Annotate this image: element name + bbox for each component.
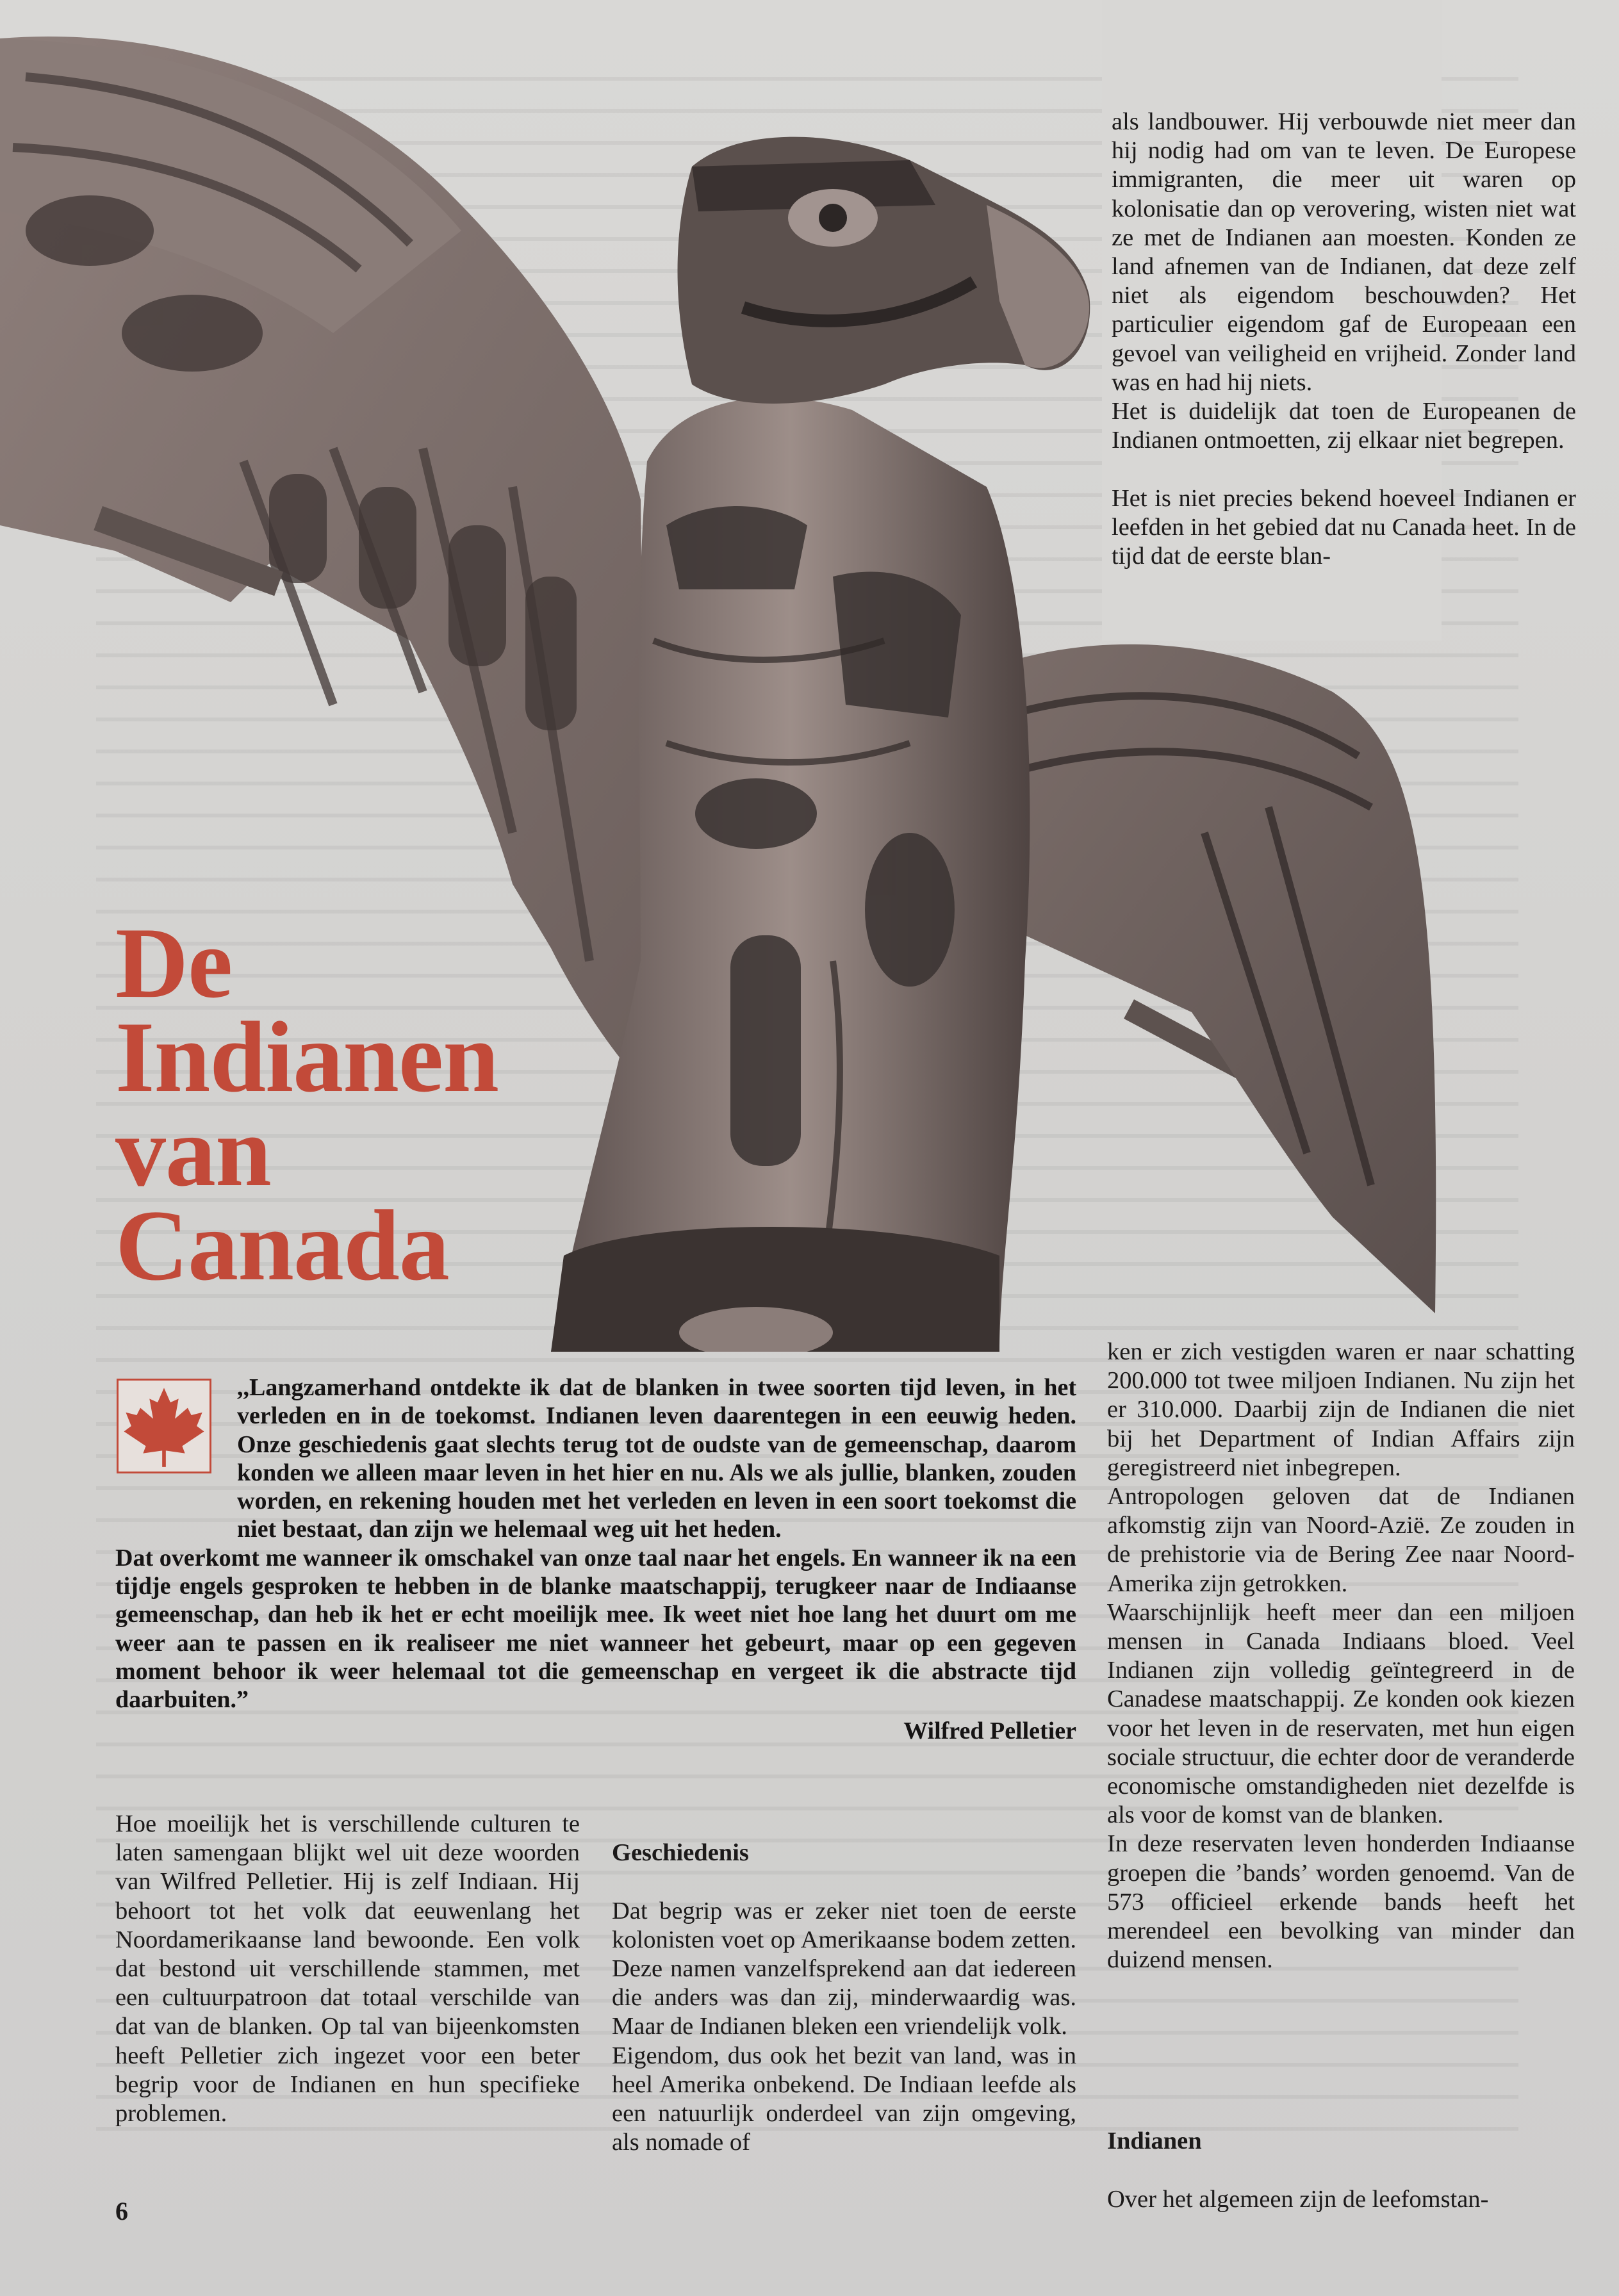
- quote-author: Wilfred Pelletier: [903, 1717, 1076, 1744]
- column-left: Hoe moeilijk het is verschillende culturen te laten samengaan blijkt wel uit deze woorden van Wilfred Pelletier. Hij is zelf Indiaan. Hij behoort tot het volk dat eeuwenlang het Noordamerikaanse land bewoonde. Een volk dat bestond uit verschillende stammen, met een cultuurpatroon dat totaal verschilde van dat van de blanken. Op tal van bijeenkomsten heeft Pelletier zich ingezet voor een beter begrip voor de Indianen en hun specifieke problemen.: [115, 1810, 580, 2128]
- pull-quote: [115, 1374, 1076, 1745]
- title-line-2: Indianen: [115, 1001, 499, 1113]
- quote-paragraph-1: ,,Langzamerhand ontdekte ik dat de blanken in twee soorten tijd leven, in het verleden en in de toekomst. Indianen leven daarentegen in een eeuwig heden. Onze geschiedenis gaat slechts terug tot de oudste van de gemeenschap, daarom konden we alleen maar leven in het hier en nu. Als we als jullie, blanken, zouden worden, en rekening houden met het verleden en leven in een soort toekomst die niet bestaat, dan zijn we helemaal weg uit het heden.: [237, 1374, 1076, 1543]
- page-number: 6: [115, 2197, 128, 2226]
- quote-paragraph-2: Dat overkomt me wanneer ik omschakel van onze taal naar het engels. En wanneer ik na een tijdje engels gesproken te hebben in de blanke maatschappij, terugkeer naar de Indiaanse gemeenschap, dan heb ik het er echt moeilijk mee. Ik weet niet hoe lang het duurt om me weer aan te passen en ik realiseer me niet wanneer het gebeurt, maar op een gegeven moment behoor ik weer helemaal tot die gemeenschap en vergeet ik die abstracte tijd daarbuiten.”: [115, 1544, 1076, 1714]
- column-middle: [612, 1810, 1076, 2186]
- column-right-last: [1107, 2098, 1575, 2243]
- column-middle-body: Dat begrip was er zeker niet toen de eerste kolonisten voet op Amerikaanse bodem zetten. Deze namen vanzelfsprekend aan dat iedereen die anders was dan zij, minderwaardig was. Maar de Indianen bleken een vriendelijk volk. Eigendom, dus ook het bezit van land, was in heel Amerika onbekend. De Indiaan leefde als een natuurlijk onderdeel van zijn omgeving, als nomade of: [612, 1897, 1076, 2156]
- title-line-1: De: [115, 907, 233, 1019]
- column-right-bottom: ken er zich vestigden waren er naar schatting 200.000 tot twee miljoen Indianen. Nu zijn het er 310.000. Daarbij zijn de Indianen die niet bij het Department of Indian Affairs zijn geregistreerd niet inbegrepen. Antropologen geloven dat de Indianen afkomstig zijn van Noord-Azië. Ze zouden in de prehistorie via de Bering Zee naar Noord-Amerika zijn getrokken. Waarschijnlijk heeft meer dan een miljoen mensen in Canada Indiaans bloed. Veel Indianen zijn volledig geïntegreerd in de Canadese maatschappij. Ze konden ook kiezen voor het leven in de reservaten, met hun eigen sociale structuur, die echter door de veranderde economische omstandigheden niet dezelfde is als voor de komst van de blanken. In deze reservaten leven honderden Indiaanse groepen die ’bands’ worden genoemd. Van de 573 officieel erkende bands heeft het merendeel een bevolking van minder dan duizend mensen.: [1107, 1338, 1575, 1974]
- title-line-4: Canada: [115, 1190, 449, 1302]
- column-right-last-body: Over het algemeen zijn de leefomstan-: [1107, 2185, 1489, 2213]
- title-line-3: van: [115, 1095, 271, 1208]
- section-heading-indianen: Indianen: [1107, 2128, 1202, 2155]
- article-title: [115, 907, 577, 1302]
- column-right-top: als landbouwer. Hij verbouwde niet meer dan hij nodig had om van te leven. De Europese immigranten, die meer uit waren op kolonisatie dan op verovering, wisten niet wat ze met de Indianen aan moesten. Konden ze land afnemen van de Indianen, dat deze zelf niet als eigendom beschouwden? Het particulier eigendom gaf de Europeaan een gevoel van veiligheid en vrijheid. Zonder land was en had hij niets. Het is duidelijk dat toen de Europeanen de Indianen ontmoetten, zij elkaar niet begrepen. Het is niet precies bekend hoeveel Indianen er leefden in het gebied dat nu Canada heet. In de tijd dat de eerste blan-: [1112, 108, 1576, 570]
- section-heading-geschiedenis: Geschiedenis: [612, 1839, 749, 1867]
